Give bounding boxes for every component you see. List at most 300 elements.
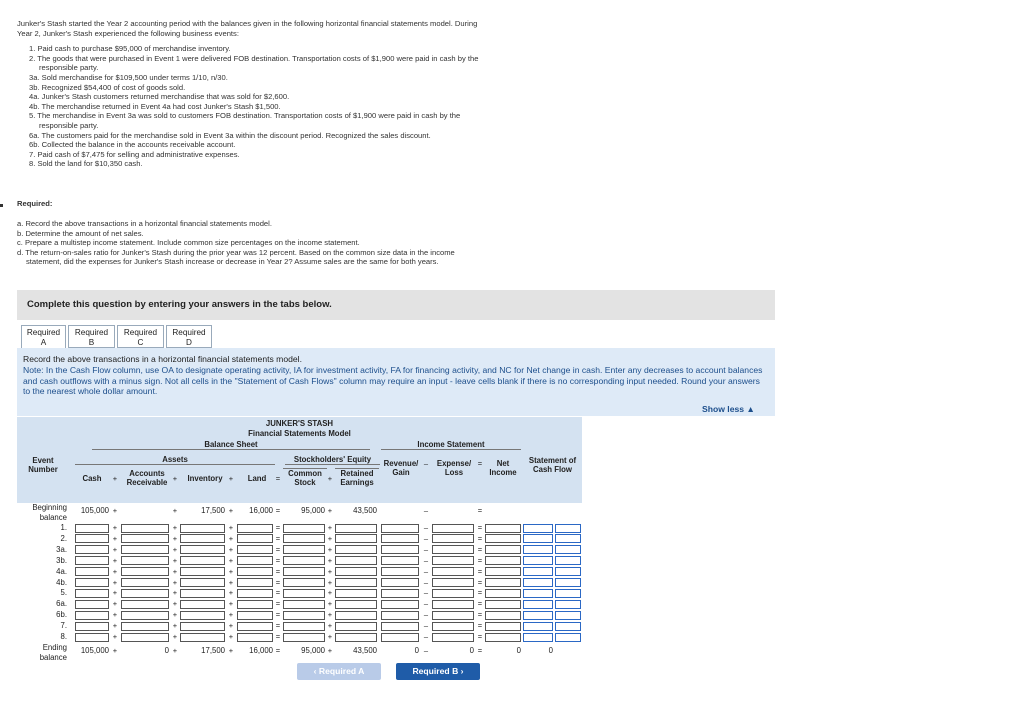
plus-operator: + [327, 474, 333, 483]
amount-input[interactable] [121, 545, 169, 554]
prev-required-a-button [297, 663, 381, 680]
equals-operator: = [275, 474, 281, 483]
amount-input[interactable] [432, 578, 474, 587]
amount-input[interactable] [335, 524, 377, 533]
plus-operator: + [112, 523, 118, 532]
amount-input[interactable] [283, 534, 325, 543]
plus-operator: + [228, 566, 234, 576]
amount-input[interactable] [523, 633, 553, 642]
plus-operator: + [327, 621, 333, 631]
event-number: 7. [60, 621, 67, 631]
event-number: 3a. [56, 544, 67, 554]
amount-input[interactable] [237, 578, 273, 587]
tab-sublabel: C [137, 337, 144, 347]
col-retained-earnings: Retained Earnings [335, 468, 379, 487]
amount-input[interactable] [381, 622, 419, 631]
minus-operator: – [423, 523, 429, 532]
tab-required-a[interactable] [21, 325, 66, 348]
amount-input[interactable] [432, 611, 474, 620]
beginning-retained-earnings: 43,500 [353, 506, 377, 515]
equals-operator: = [477, 610, 483, 620]
plus-operator: + [327, 544, 333, 554]
plus-operator: + [172, 555, 178, 565]
plus-operator: + [228, 632, 234, 641]
amount-input[interactable] [121, 556, 169, 565]
plus-operator: + [228, 474, 234, 483]
equity-header: Stockholders' Equity [285, 455, 380, 465]
plus-operator: + [327, 566, 333, 576]
amount-input[interactable] [283, 545, 325, 554]
beginning-cash: 105,000 [80, 506, 109, 515]
col-accounts-receivable: Accounts Receivable [126, 469, 168, 487]
event-item: 3a. Sold merchandise for $109,500 under terms 1/10, n/30. [29, 72, 228, 82]
problem-statement [17, 19, 487, 169]
amount-input[interactable] [335, 567, 377, 576]
ending-land: 16,000 [249, 646, 273, 655]
cash-flow-activity-input[interactable] [555, 567, 581, 576]
equals-operator: = [477, 555, 483, 565]
plus-operator: + [172, 533, 178, 543]
amount-input[interactable] [237, 622, 273, 631]
plus-operator: + [228, 544, 234, 554]
tab-required-b[interactable] [68, 325, 115, 348]
plus-operator: + [112, 621, 118, 631]
plus-operator: + [172, 621, 178, 631]
amount-input[interactable] [485, 589, 521, 598]
amount-input[interactable] [75, 600, 109, 609]
amount-input[interactable] [485, 611, 521, 620]
plus-operator: + [327, 506, 333, 515]
event-item: 1. Paid cash to purchase $95,000 of merchandise inventory. [29, 44, 231, 54]
equals-operator: = [477, 523, 483, 532]
equals-operator: = [275, 632, 281, 641]
cash-flow-activity-input[interactable] [555, 556, 581, 565]
plus-operator: + [327, 632, 333, 641]
plus-operator: + [228, 588, 234, 598]
event-row [17, 545, 582, 556]
cash-flow-activity-input[interactable] [555, 545, 581, 554]
amount-input[interactable] [523, 589, 553, 598]
col-event-number: Event Number [28, 456, 58, 474]
amount-input[interactable] [523, 600, 553, 609]
amount-input[interactable] [237, 524, 273, 533]
amount-input[interactable] [432, 545, 474, 554]
equals-operator: = [275, 523, 281, 532]
equals-operator: = [477, 544, 483, 554]
plus-operator: + [327, 599, 333, 609]
event-row [17, 523, 582, 534]
show-less-link[interactable] [702, 404, 755, 414]
plus-operator: + [172, 506, 178, 515]
plus-operator: + [327, 588, 333, 598]
instructions-main: Record the above transactions in a horizontal financial statements model. [23, 354, 302, 364]
amount-input[interactable] [381, 611, 419, 620]
minus-operator: – [423, 646, 429, 655]
amount-input[interactable] [432, 556, 474, 565]
amount-input[interactable] [237, 600, 273, 609]
plus-operator: + [228, 555, 234, 565]
plus-operator: + [228, 523, 234, 532]
cash-flow-activity-input[interactable] [555, 578, 581, 587]
ending-label: Ending balance [39, 643, 67, 662]
minus-operator: – [423, 544, 429, 554]
amount-input[interactable] [180, 589, 225, 598]
equals-operator: = [477, 621, 483, 631]
plus-operator: + [172, 566, 178, 576]
minus-operator: – [423, 506, 429, 515]
balance-sheet-header: Balance Sheet [92, 440, 370, 450]
col-revenue-gain: Revenue/ Gain [383, 459, 419, 477]
amount-input[interactable] [75, 633, 109, 642]
equals-operator: = [275, 646, 281, 655]
next-required-b-button[interactable] [396, 663, 480, 680]
amount-input[interactable] [381, 600, 419, 609]
amount-input[interactable] [523, 524, 553, 533]
amount-input[interactable] [485, 622, 521, 631]
tab-sublabel: A [40, 337, 47, 347]
minus-operator: – [423, 632, 429, 641]
amount-input[interactable] [75, 567, 109, 576]
plus-operator: + [327, 523, 333, 532]
amount-input[interactable] [121, 567, 169, 576]
amount-input[interactable] [180, 524, 225, 533]
equals-operator: = [275, 599, 281, 609]
col-common-stock: Common Stock [283, 468, 327, 487]
equals-operator: = [275, 555, 281, 565]
amount-input[interactable] [75, 578, 109, 587]
amount-input[interactable] [432, 534, 474, 543]
tab-required-d[interactable] [166, 325, 212, 348]
amount-input[interactable] [485, 567, 521, 576]
equals-operator: = [477, 533, 483, 543]
amount-input[interactable] [75, 534, 109, 543]
plus-operator: + [112, 566, 118, 576]
cash-flow-activity-input[interactable] [555, 600, 581, 609]
amount-input[interactable] [335, 545, 377, 554]
plus-operator: + [112, 533, 118, 543]
cash-flow-activity-input[interactable] [555, 611, 581, 620]
amount-input[interactable] [381, 633, 419, 642]
problem-intro: Junker's Stash started the Year 2 accounting period with the balances given in the following horizontal financial statements model. During Year 2, Junker's Stash experienced the following business events: [17, 19, 478, 38]
complete-question-bar: Complete this question by entering your answers in the tabs below. [17, 290, 775, 320]
plus-operator: + [112, 506, 118, 515]
tab-label: Required [123, 328, 158, 337]
tab-required-c[interactable] [117, 325, 164, 348]
event-row [17, 621, 582, 632]
income-statement-header: Income Statement [381, 440, 521, 450]
minus-operator: – [423, 566, 429, 576]
cash-flow-activity-input[interactable] [555, 524, 581, 533]
plus-operator: + [172, 599, 178, 609]
event-number: 4a. [56, 566, 67, 576]
ending-balance-row [17, 643, 582, 663]
col-cash: Cash [82, 474, 102, 483]
event-number: 6a. [56, 599, 67, 609]
amount-input[interactable] [381, 589, 419, 598]
equals-operator: = [275, 577, 281, 587]
chevron-left-icon: ‹ [313, 666, 317, 676]
ending-accounts-receivable: 0 [164, 646, 169, 655]
amount-input[interactable] [121, 524, 169, 533]
amount-input[interactable] [75, 589, 109, 598]
event-item: 5. The merchandise in Event 3a was sold to customers FOB destination. Transportation costs of $1,900 were paid in cash by the responsible party. [29, 111, 461, 130]
cash-flow-activity-input[interactable] [555, 633, 581, 642]
amount-input[interactable] [180, 567, 225, 576]
ending-revenue: 0 [414, 646, 419, 655]
ending-retained-earnings: 43,500 [353, 646, 377, 655]
event-row [17, 599, 582, 610]
ending-cash: 105,000 [80, 646, 109, 655]
plus-operator: + [172, 523, 178, 532]
amount-input[interactable] [335, 611, 377, 620]
equals-operator: = [275, 544, 281, 554]
amount-input[interactable] [485, 600, 521, 609]
amount-input[interactable] [485, 633, 521, 642]
beginning-label: Beginning balance [32, 503, 67, 522]
amount-input[interactable] [335, 556, 377, 565]
amount-input[interactable] [335, 578, 377, 587]
plus-operator: + [327, 555, 333, 565]
amount-input[interactable] [283, 633, 325, 642]
plus-operator: + [172, 544, 178, 554]
amount-input[interactable] [75, 524, 109, 533]
minus-operator: – [423, 577, 429, 587]
event-row [17, 534, 582, 545]
equals-operator: = [275, 566, 281, 576]
col-statement-of-cash-flow: Statement of Cash Flow [528, 456, 577, 474]
event-number: 8. [60, 632, 67, 641]
amount-input[interactable] [523, 622, 553, 631]
plus-operator: + [228, 577, 234, 587]
col-expense-loss: Expense/ Loss [436, 459, 472, 477]
plus-operator: + [172, 646, 178, 655]
amount-input[interactable] [121, 600, 169, 609]
amount-input[interactable] [335, 633, 377, 642]
col-inventory: Inventory [187, 474, 223, 483]
plus-operator: + [172, 577, 178, 587]
amount-input[interactable] [335, 600, 377, 609]
amount-input[interactable] [485, 578, 521, 587]
required-item: b. Determine the amount of net sales. [17, 228, 144, 238]
assets-header: Assets [75, 455, 275, 465]
event-number: 3b. [56, 555, 67, 565]
chevron-right-icon: › [460, 666, 464, 676]
event-list [17, 44, 487, 169]
equals-operator: = [275, 533, 281, 543]
ending-cash-flow: 0 [548, 646, 553, 655]
required-item: d. The return-on-sales ratio for Junker's Stash during the prior year was 12 percent. Based on the common size data in the income statement, did the expenses for Junker's Stash increase or decrease in Year 2? Assume sales are the same for both years. [17, 247, 455, 267]
event-number: 4b. [56, 577, 67, 587]
plus-operator: + [327, 533, 333, 543]
amount-input[interactable] [237, 589, 273, 598]
amount-input[interactable] [180, 611, 225, 620]
amount-input[interactable] [283, 622, 325, 631]
amount-input[interactable] [283, 611, 325, 620]
amount-input[interactable] [283, 567, 325, 576]
minus-operator: – [423, 533, 429, 543]
amount-input[interactable] [121, 611, 169, 620]
tab-sublabel: D [186, 337, 192, 347]
required-list [17, 219, 487, 267]
model-title: Financial Statements Model [248, 429, 351, 438]
amount-input[interactable] [283, 578, 325, 587]
ending-common-stock: 95,000 [301, 646, 325, 655]
amount-input[interactable] [237, 534, 273, 543]
plus-operator: + [112, 474, 118, 483]
amount-input[interactable] [523, 545, 553, 554]
amount-input[interactable] [485, 545, 521, 554]
minus-operator: – [423, 588, 429, 598]
plus-operator: + [228, 621, 234, 631]
amount-input[interactable] [121, 578, 169, 587]
amount-input[interactable] [523, 567, 553, 576]
plus-operator: + [112, 577, 118, 587]
amount-input[interactable] [381, 534, 419, 543]
event-item: 4a. Junker's Stash customers returned merchandise that was sold for $2,600. [29, 92, 290, 102]
beginning-land: 16,000 [249, 506, 273, 515]
equals-operator: = [477, 577, 483, 587]
equals-operator: = [477, 506, 483, 515]
instructions-note: Note: In the Cash Flow column, use OA to designate operating activity, IA for investment activity, FA for financing activity, and NC for Net change in cash. Enter any decreases to account balances and cash outflows with a minus sign. Not all cells in the "Statement of Cash Flows" column may require an input - leave cells blank if there is no corresponding input needed. Round your answers to the nearest whole dollar amount. [23, 364, 763, 397]
amount-input[interactable] [121, 589, 169, 598]
amount-input[interactable] [180, 633, 225, 642]
event-row [17, 610, 582, 621]
equals-operator: = [477, 646, 483, 655]
tab-label: Required [26, 328, 61, 337]
amount-input[interactable] [485, 556, 521, 565]
event-item: 7. Paid cash of $7,475 for selling and administrative expenses. [29, 149, 240, 159]
amount-input[interactable] [283, 524, 325, 533]
amount-input[interactable] [335, 622, 377, 631]
triangle-up-icon: ▲ [746, 404, 755, 414]
amount-input[interactable] [75, 556, 109, 565]
amount-input[interactable] [381, 567, 419, 576]
plus-operator: + [112, 588, 118, 598]
amount-input[interactable] [237, 556, 273, 565]
plus-operator: + [112, 555, 118, 565]
amount-input[interactable] [485, 534, 521, 543]
plus-operator: + [112, 646, 118, 655]
amount-input[interactable] [432, 633, 474, 642]
plus-operator: + [327, 577, 333, 587]
amount-input[interactable] [75, 611, 109, 620]
event-row [17, 556, 582, 567]
amount-input[interactable] [237, 633, 273, 642]
amount-input[interactable] [381, 556, 419, 565]
amount-input[interactable] [237, 567, 273, 576]
amount-input[interactable] [180, 622, 225, 631]
event-item: 2. The goods that were purchased in Event 1 were delivered FOB destination. Transportation costs of $1,900 were paid in cash by the responsible party. [29, 53, 479, 73]
amount-input[interactable] [523, 611, 553, 620]
event-number: 1. [60, 523, 67, 532]
amount-input[interactable] [237, 545, 273, 554]
amount-input[interactable] [381, 545, 419, 554]
cash-flow-activity-input[interactable] [555, 622, 581, 631]
plus-operator: + [112, 632, 118, 641]
amount-input[interactable] [485, 524, 521, 533]
prev-label: Required A [318, 666, 365, 676]
minus-operator: – [423, 621, 429, 631]
cash-flow-activity-input[interactable] [555, 589, 581, 598]
amount-input[interactable] [237, 611, 273, 620]
amount-input[interactable] [75, 622, 109, 631]
ending-inventory: 17,500 [201, 646, 225, 655]
plus-operator: + [172, 474, 178, 483]
amount-input[interactable] [180, 578, 225, 587]
minus-operator: – [423, 599, 429, 609]
plus-operator: + [327, 610, 333, 620]
amount-input[interactable] [75, 545, 109, 554]
event-number: 6b. [56, 610, 67, 620]
financial-statements-model [17, 417, 582, 662]
equals-operator: = [275, 588, 281, 598]
event-number: 2. [60, 533, 67, 543]
beginning-balance-row [17, 503, 582, 523]
amount-input[interactable] [335, 534, 377, 543]
beginning-inventory: 17,500 [201, 506, 225, 515]
equals-operator: = [477, 632, 483, 641]
amount-input[interactable] [432, 600, 474, 609]
amount-input[interactable] [335, 589, 377, 598]
event-item: 8. Sold the land for $10,350 cash. [29, 159, 143, 169]
plus-operator: + [172, 588, 178, 598]
amount-input[interactable] [283, 556, 325, 565]
amount-input[interactable] [180, 556, 225, 565]
required-heading: Required: [17, 199, 53, 208]
amount-input[interactable] [283, 589, 325, 598]
show-less-label: Show less [702, 404, 745, 414]
amount-input[interactable] [283, 600, 325, 609]
event-row [17, 632, 582, 643]
instructions-panel [17, 348, 775, 416]
tab-label: Required [74, 328, 109, 337]
plus-operator: + [228, 506, 234, 515]
amount-input[interactable] [432, 567, 474, 576]
amount-input[interactable] [121, 622, 169, 631]
beginning-common-stock: 95,000 [301, 506, 325, 515]
amount-input[interactable] [381, 524, 419, 533]
equals-operator: = [275, 610, 281, 620]
amount-input[interactable] [523, 534, 553, 543]
model-company: JUNKER'S STASH [265, 419, 334, 428]
plus-operator: + [172, 632, 178, 641]
amount-input[interactable] [523, 578, 553, 587]
plus-operator: + [228, 646, 234, 655]
required-item: a. Record the above transactions in a horizontal financial statements model. [17, 219, 272, 228]
amount-input[interactable] [432, 622, 474, 631]
amount-input[interactable] [432, 524, 474, 533]
event-item: 4b. The merchandise returned in Event 4a had cost Junker's Stash $1,500. [29, 101, 281, 111]
left-edge-marker [0, 204, 3, 207]
equals-operator: = [275, 506, 281, 515]
amount-input[interactable] [381, 578, 419, 587]
event-row [17, 588, 582, 599]
event-item: 6a. The customers paid for the merchandise sold in Event 3a within the discount period. Recognized the sales discount. [29, 130, 431, 140]
plus-operator: + [228, 610, 234, 620]
amount-input[interactable] [180, 545, 225, 554]
tab-sublabel: B [88, 337, 95, 347]
amount-input[interactable] [121, 534, 169, 543]
plus-operator: + [172, 610, 178, 620]
amount-input[interactable] [432, 589, 474, 598]
amount-input[interactable] [121, 633, 169, 642]
amount-input[interactable] [523, 556, 553, 565]
amount-input[interactable] [180, 600, 225, 609]
amount-input[interactable] [180, 534, 225, 543]
cash-flow-activity-input[interactable] [555, 534, 581, 543]
col-land: Land [247, 474, 267, 483]
ending-net-income: 0 [516, 646, 521, 655]
